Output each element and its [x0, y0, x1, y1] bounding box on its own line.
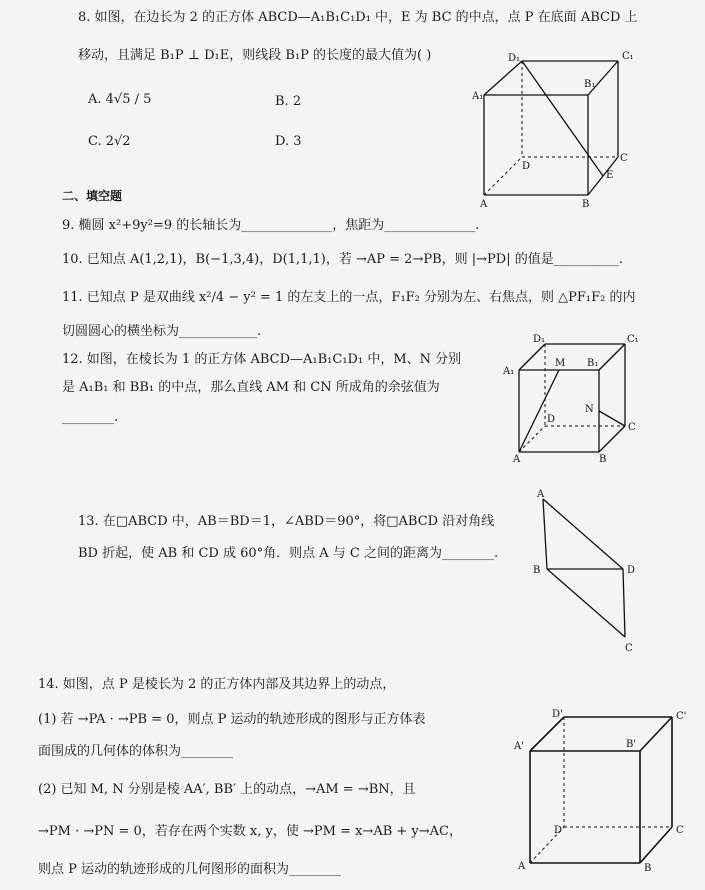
- q14-label-d: D: [554, 825, 563, 836]
- q8-option-b: B. 2: [275, 94, 302, 109]
- q12-label-b: B: [599, 454, 607, 465]
- q13-label-d: D: [627, 565, 636, 576]
- q14-line1: 14. 如图，点 P 是棱长为 2 的正方体内部及其边界上的动点，: [38, 677, 396, 692]
- q8-label-c1: C₁: [622, 51, 634, 62]
- q14-label-c1: C': [676, 711, 687, 722]
- q11-line2: 切圆圆心的横坐标为____________.: [62, 324, 262, 339]
- q13-line2: BD 折起，使 AB 和 CD 成 60°角．则点 A 与 C 之间的距离为________.: [78, 546, 499, 561]
- q8-label-a1: A₁: [472, 91, 484, 102]
- q12-label-d: D: [547, 414, 556, 425]
- q11-line1: 11. 已知点 P 是双曲线 x²/4 − y² = 1 的左支上的一点，F₁F₂ 分别为左、右焦点，则 △PF₁F₂ 的内: [62, 290, 636, 305]
- q12-label-a: A: [513, 454, 521, 465]
- q12-label-d1: D₁: [533, 334, 546, 345]
- q12-label-c1: C₁: [627, 334, 639, 345]
- q13-label-c: C: [625, 643, 633, 654]
- q8-label-a: A: [480, 199, 488, 210]
- q13-line1: 13. 在□ABCD 中，AB＝BD＝1，∠ABD＝90°，将□ABCD 沿对角线: [78, 514, 495, 529]
- q13-label-a: A: [537, 489, 545, 500]
- q8-line1: 8. 如图，在边长为 2 的正方体 ABCD—A₁B₁C₁D₁ 中，E 为 BC 的中点，点 P 在底面 ABCD 上: [78, 10, 638, 25]
- q9-text: 9. 椭圆 x²+9y²=9 的长轴长为______________，焦距为______________.: [62, 218, 480, 233]
- q14-line2: (1) 若 →PA · →PB = 0，则点 P 运动的轨迹形成的图形与正方体表: [38, 712, 426, 727]
- q14-label-d1: D': [552, 709, 563, 720]
- q14-line3: 面围成的几何体的体积为________: [38, 744, 234, 759]
- q8-cube-figure: [470, 45, 645, 210]
- q8-label-b: B: [582, 199, 590, 210]
- q8-label-d: D: [522, 161, 531, 172]
- q12-line3: ________.: [62, 410, 119, 425]
- q8-option-d: D. 3: [275, 134, 302, 149]
- q8-option-c: C. 2√2: [88, 134, 131, 149]
- q14-label-c: C: [676, 825, 684, 836]
- q14-label-b1: B': [626, 739, 637, 750]
- section-title: 二、填空题: [62, 189, 123, 203]
- q8-label-d1: D₁: [508, 53, 521, 64]
- q14-line5: →PM · →PN = 0，若存在两个实数 x, y，使 →PM = x→AB + y→AC，: [38, 824, 462, 839]
- q12-label-b1: B₁: [587, 358, 599, 369]
- q10-text: 10. 已知点 A(1,2,1)，B(−1,3,4)，D(1,1,1)，若 →AP = 2→PB，则 |→PD| 的值是__________.: [62, 252, 623, 267]
- q14-cube-figure: [508, 705, 698, 875]
- q14-line4: (2) 已知 M, N 分别是棱 AA′, BB′ 上的动点，→AM = →BN，且: [38, 782, 416, 797]
- q12-label-c: C: [628, 422, 636, 433]
- q14-label-a1: A': [514, 741, 524, 752]
- q12-cube-figure: [495, 330, 650, 465]
- q14-label-a: A: [518, 861, 526, 872]
- q8-option-a: A. 4√5 / 5: [88, 92, 152, 107]
- q12-line1: 12. 如图，在棱长为 1 的正方体 ABCD—A₁B₁C₁D₁ 中，M、N 分别: [62, 352, 462, 367]
- q12-label-a1: A₁: [503, 366, 515, 377]
- q14-line6: 则点 P 运动的轨迹形成的几何图形的面积为________: [38, 862, 342, 877]
- q8-label-b1: B₁: [584, 79, 596, 90]
- q13-fold-figure: [525, 485, 645, 660]
- q12-line2: 是 A₁B₁ 和 BB₁ 的中点，那么直线 AM 和 CN 所成角的余弦值为: [62, 380, 440, 395]
- q8-label-c: C: [620, 153, 628, 164]
- q8-line2: 移动，且满足 B₁P ⊥ D₁E，则线段 B₁P 的长度的最大值为( ): [78, 48, 432, 63]
- q14-label-b: B: [644, 863, 652, 874]
- q8-label-e: E: [606, 170, 614, 181]
- q13-label-b: B: [533, 565, 541, 576]
- q12-label-n: N: [585, 404, 594, 415]
- q12-label-m: M: [555, 358, 566, 369]
